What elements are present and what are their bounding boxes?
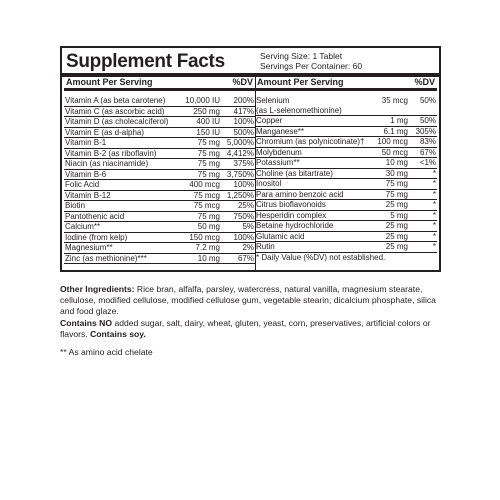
nutrient-name-line: Chromium (as polynicotinate)† <box>256 137 365 146</box>
chelate-note: ** As amino acid chelate <box>60 347 153 357</box>
nutrient-name-line: Inositol <box>256 179 282 188</box>
contains-soy: Contains soy. <box>90 328 146 339</box>
nutrient-name-line: Molybdenum <box>256 147 302 157</box>
nutrient-name: Niacin (as niacinamide) <box>65 159 149 168</box>
nutrient-row <box>64 149 255 160</box>
nutrient-name: Vitamin A (as beta carotene) <box>65 96 166 105</box>
nutrient-row <box>64 117 255 128</box>
nutrient-dv: 3,750% <box>226 169 254 179</box>
nutrient-name <box>256 242 368 252</box>
nutrient-row <box>255 137 437 148</box>
other-ingredients-text: Rice bran, alfalfa, parsley, watercress, natural vanilla, magnesium stearate, cellulose, modified cellulose, modified cellulose gum, vegetable stearin, dicalcium phosphate, silica and food glaze. <box>60 284 436 316</box>
nutrient-name: Vitamin B-1 <box>65 138 107 147</box>
nutrient-amount: 10 mg <box>197 253 220 263</box>
nutrient-dv: 100% <box>233 232 254 242</box>
nutrient-amount: 75 mg <box>197 211 220 221</box>
nutrient-dv: 375% <box>233 159 254 168</box>
nutrient-amount: 10,000 IU <box>185 96 220 105</box>
nutrient-dv: * <box>432 168 436 178</box>
nutrient-name <box>256 148 368 158</box>
nutrient-name: Iodine (from kelp) <box>65 232 128 242</box>
nutrient-row <box>64 212 255 223</box>
nutrient-amount: 75 mg <box>197 159 220 168</box>
nutrient-name <box>256 169 368 179</box>
left-column-header <box>64 76 255 88</box>
nutrient-row <box>255 221 437 232</box>
nutrient-dv: * <box>432 179 436 188</box>
nutrient-name-line: Choline (as bitartrate) <box>256 168 333 178</box>
nutrient-name-line: Hesperidin complex <box>256 210 327 220</box>
nutrient-row <box>64 222 255 233</box>
nutrient-row <box>64 96 255 107</box>
nutrient-name <box>256 190 368 200</box>
nutrient-row <box>255 200 437 211</box>
daily-value-note: * Daily Value (%DV) not established. <box>256 252 386 262</box>
nutrient-row <box>255 148 437 159</box>
nutrient-amount: 25 mg <box>385 221 408 230</box>
nutrient-row <box>64 180 255 191</box>
nutrient-dv: 417% <box>233 106 254 116</box>
nutrient-row <box>64 170 255 181</box>
nutrient-name <box>256 211 368 221</box>
right-header-rule <box>255 88 437 91</box>
nutrient-amount: 25 mg <box>385 231 408 241</box>
nutrient-row <box>64 128 255 139</box>
nutrient-dv: * <box>432 231 436 241</box>
left-header-rule <box>64 88 255 91</box>
nutrient-amount: 75 mg <box>197 148 220 158</box>
nutrient-dv: 25% <box>237 201 254 210</box>
nutrient-row <box>64 201 255 212</box>
nutrient-amount: 75 mg <box>385 189 408 199</box>
nutrient-amount: 150 IU <box>196 127 220 137</box>
servings-per-container: Servings Per Container: 60 <box>260 60 363 71</box>
nutrient-dv: 5,000% <box>226 138 254 147</box>
nutrient-amount: 75 mg <box>197 169 220 179</box>
nutrient-amount: 30 mg <box>385 168 408 178</box>
nutrient-name: Folic Acid <box>65 180 100 189</box>
nutrient-amount: 150 mcg <box>189 232 220 242</box>
nutrient-amount: 400 IU <box>196 117 220 126</box>
nutrient-dv: 50% <box>419 116 436 125</box>
amount-per-serving-label: Amount Per Serving <box>257 77 344 87</box>
supplement-facts-panel <box>60 46 441 272</box>
nutrient-dv: 67% <box>237 253 254 263</box>
contains-no-label: Contains NO <box>60 318 113 328</box>
left-column <box>64 76 255 264</box>
nutrient-amount: 250 mg <box>193 106 220 116</box>
dv-label: %DV <box>232 77 253 87</box>
nutrient-dv: 305% <box>415 126 436 136</box>
nutrient-dv: 1,250% <box>226 190 254 200</box>
serving-size: Serving Size: 1 Tablet <box>260 51 343 61</box>
nutrient-name: Pantothenic acid <box>65 211 125 221</box>
nutrient-name <box>256 179 368 189</box>
nutrient-dv: * <box>432 210 436 220</box>
other-ingredients-label: Other Ingredients: <box>60 284 135 294</box>
serving-info <box>260 52 362 71</box>
amount-per-serving-label: Amount Per Serving <box>66 77 153 87</box>
nutrient-row <box>255 179 437 190</box>
nutrient-row <box>255 116 437 127</box>
nutrient-dv: 100% <box>233 180 254 189</box>
nutrient-amount: 6.1 mg <box>383 126 408 136</box>
nutrient-amount: 100 mcg <box>377 137 408 146</box>
nutrient-name <box>256 116 368 126</box>
nutrient-name <box>256 232 368 242</box>
nutrient-name-line: Glutamic acid <box>256 231 305 241</box>
nutrient-dv: 5% <box>242 222 254 231</box>
nutrient-row <box>255 127 437 138</box>
nutrient-amount: 75 mcg <box>193 201 220 210</box>
right-column <box>255 76 437 262</box>
right-column-header <box>255 76 437 88</box>
nutrient-row <box>64 243 255 254</box>
nutrient-name: Vitamin B-12 <box>65 190 111 200</box>
nutrient-name <box>256 221 368 231</box>
nutrient-name: Vitamin B-2 (as riboflavin) <box>65 148 157 158</box>
nutrient-dv: 100% <box>233 117 254 126</box>
nutrient-dv: 4,412% <box>226 148 254 158</box>
nutrient-dv: * <box>432 189 436 199</box>
nutrient-name-line: Rutin <box>256 242 275 251</box>
nutrient-name-line: Manganese** <box>256 126 305 136</box>
nutrient-amount: 25 mg <box>385 200 408 209</box>
nutrient-dv: * <box>432 200 436 209</box>
nutrient-name-line: Betaine hydrochloride <box>256 221 334 230</box>
nutrient-name-line: Potassium** <box>256 158 300 167</box>
nutrient-name: Calcium** <box>65 222 101 231</box>
nutrient-dv: 500% <box>233 127 254 137</box>
nutrient-dv: 67% <box>419 147 436 157</box>
nutrient-name-line: Selenium <box>256 96 290 105</box>
nutrient-amount: 50 mg <box>197 222 220 231</box>
nutrient-row <box>255 211 437 222</box>
nutrient-name: Zinc (as methionine)*** <box>65 253 147 263</box>
nutrient-dv: <1% <box>419 158 436 167</box>
nutrient-amount: 50 mcg <box>381 147 408 157</box>
nutrient-name <box>256 200 368 210</box>
nutrient-name: Vitamin D (as cholecalciferol) <box>65 117 168 126</box>
panel-title: Supplement Facts <box>66 51 225 72</box>
nutrient-amount: 5 mg <box>390 210 408 220</box>
other-ingredients <box>60 284 450 316</box>
nutrient-row <box>255 232 437 243</box>
nutrient-dv: 2% <box>242 243 254 252</box>
nutrient-amount: 75 mg <box>385 179 408 188</box>
nutrient-dv: * <box>432 221 436 230</box>
nutrient-amount: 1 mg <box>390 116 408 125</box>
nutrient-amount: 7.2 mg <box>195 243 220 252</box>
nutrient-dv: 83% <box>419 137 436 146</box>
nutrient-row <box>64 254 255 265</box>
nutrient-dv: 750% <box>233 211 254 221</box>
dv-label: %DV <box>414 77 435 87</box>
nutrient-dv: 200% <box>233 96 254 105</box>
nutrient-amount: 10 mg <box>385 158 408 167</box>
nutrient-name-line: Para amino benzoic acid <box>256 189 344 199</box>
nutrient-name <box>256 127 368 137</box>
nutrient-row <box>255 242 437 253</box>
nutrient-name: Magnesium** <box>65 243 113 252</box>
nutrient-name-line: Citrus bioflavonoids <box>256 200 326 209</box>
nutrient-row <box>64 138 255 149</box>
nutrient-row <box>64 233 255 244</box>
nutrient-dv: * <box>432 242 436 251</box>
nutrient-row <box>255 158 437 169</box>
nutrient-amount: 75 mcg <box>193 190 220 200</box>
nutrient-dv: 50% <box>419 96 436 105</box>
nutrient-row <box>64 159 255 170</box>
nutrient-row <box>64 107 255 118</box>
nutrient-amount: 75 mg <box>197 138 220 147</box>
nutrient-amount: 25 mg <box>385 242 408 251</box>
nutrient-name-line: (as L-selenomethionine) <box>256 105 342 115</box>
nutrient-row <box>64 191 255 202</box>
nutrient-name-line: Copper <box>256 116 283 125</box>
nutrient-name: Vitamin C (as ascorbic acid) <box>65 106 165 116</box>
nutrient-row <box>255 169 437 180</box>
contains-statement <box>60 318 450 340</box>
nutrient-name: Vitamin E (as d-alpha) <box>65 127 144 137</box>
nutrient-row <box>255 96 437 116</box>
contains-no-text: added sugar, salt, dairy, wheat, gluten, yeast, corn, preservatives, artificial colors or flavors. <box>60 318 431 339</box>
nutrient-name <box>256 137 368 147</box>
nutrient-name <box>256 96 368 115</box>
nutrient-name: Biotin <box>65 201 86 210</box>
nutrient-amount: 35 mcg <box>381 96 408 105</box>
nutrient-row <box>255 190 437 201</box>
nutrient-name: Vitamin B-6 <box>65 169 107 179</box>
nutrient-name <box>256 158 368 168</box>
nutrient-amount: 400 mcg <box>189 180 220 189</box>
